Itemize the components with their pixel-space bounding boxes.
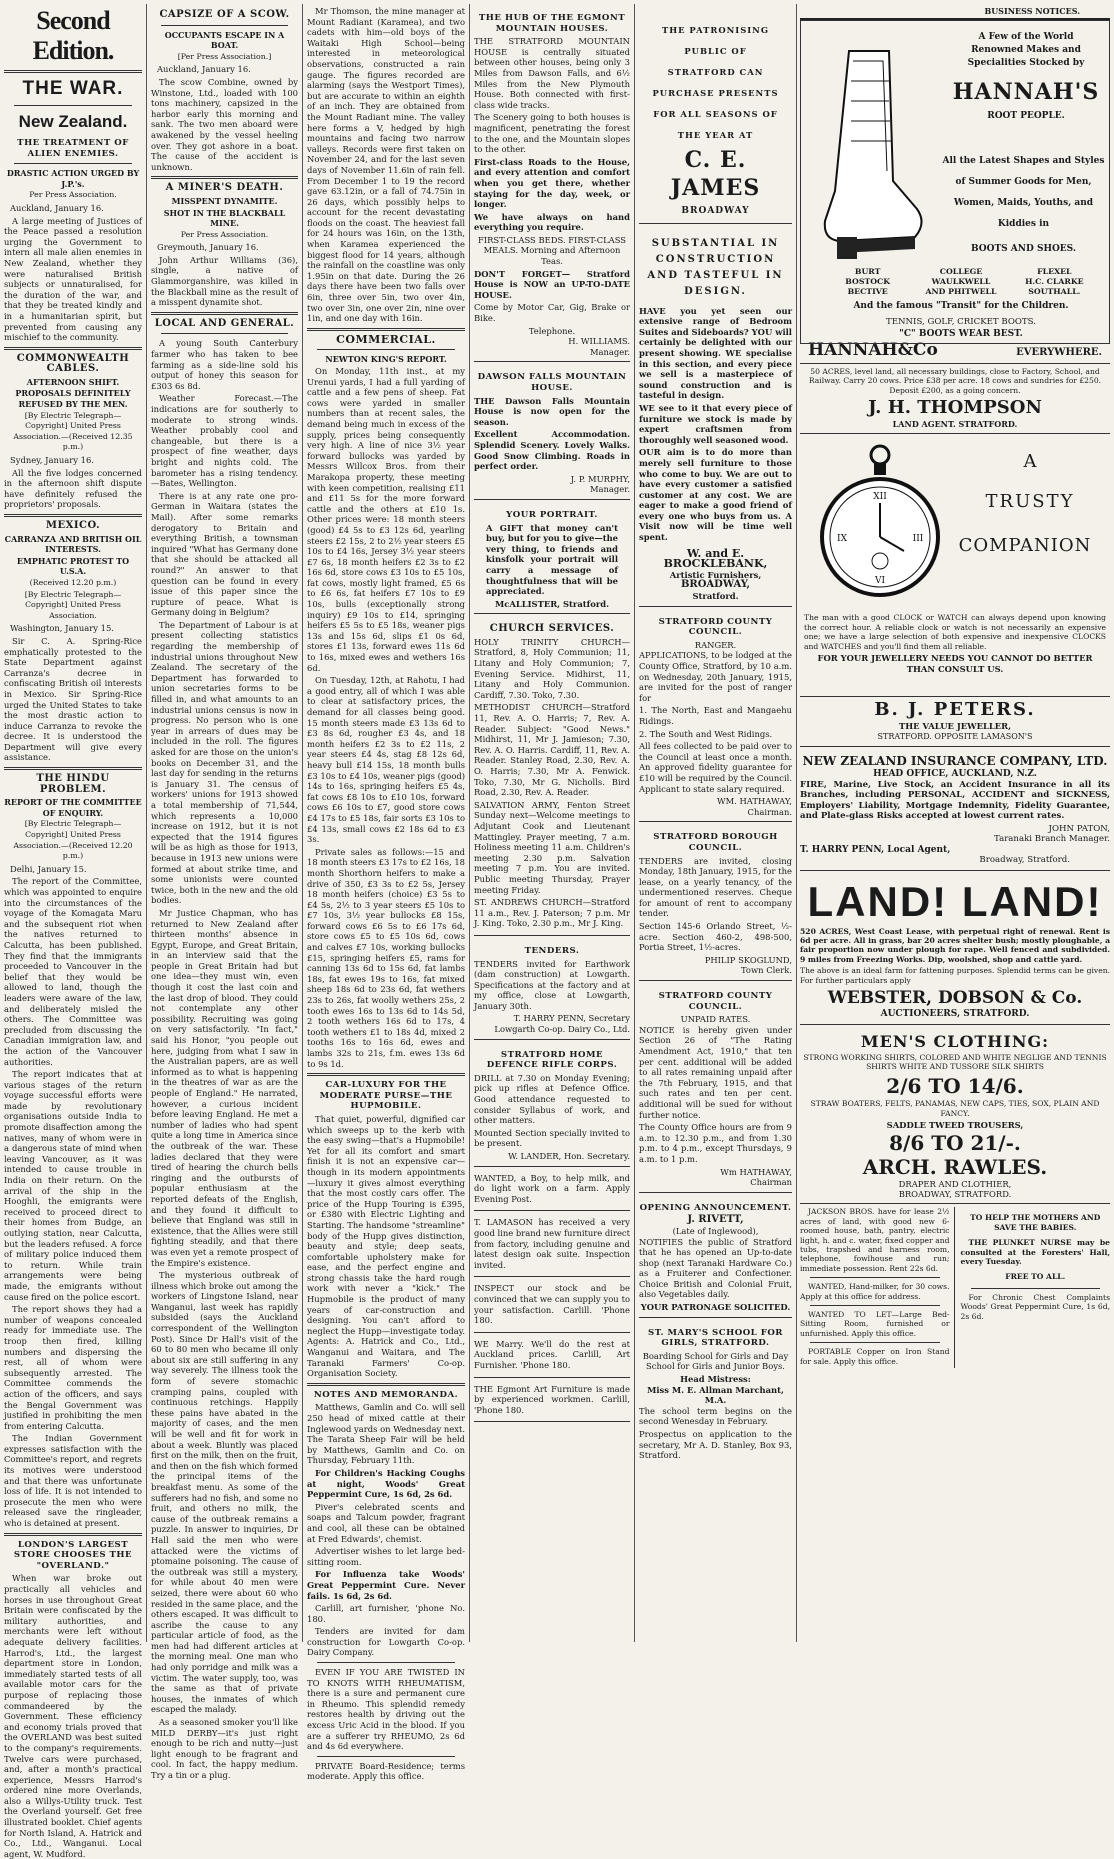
article-text: All the five lodges concerned in the afternoon shift dispute have definitely refused the proprietors' proposals. bbox=[4, 467, 142, 510]
ad-text: PORTABLE Copper on Iron Stand for sale. Apply this office. bbox=[800, 1347, 950, 1366]
dateline: Delhi, January 15. bbox=[10, 863, 87, 874]
ad-hannahs bbox=[800, 20, 1110, 344]
headline: CAR-LUXURY FOR THE MODERATE PURSE—THE HUPMOBILE. bbox=[319, 1080, 453, 1112]
ad-text: THE Egmont Art Furniture is made by experienced workmen. Carlill, 'Phone 180. bbox=[474, 1383, 630, 1415]
divider bbox=[4, 70, 142, 73]
column-rule bbox=[302, 4, 303, 1642]
ad-nz-insurance bbox=[800, 750, 1110, 870]
ad-heading: STRATFORD COUNTY COUNCIL. bbox=[658, 616, 773, 638]
ad-business-name: HANNAH&Co bbox=[808, 340, 938, 361]
brand-name: SOUTHALL. bbox=[1028, 287, 1081, 297]
credit: Per Press Association. bbox=[180, 229, 269, 239]
ad-text: NOTIFIES the public of Stratford that he has opened an Up-to-date shop (next Taranaki Hardware Co.) as a Fruiterer and Confectioner. Choice British and Colonial Fruit, also Vegetables daily. bbox=[639, 1236, 792, 1300]
column-rule bbox=[796, 4, 797, 1642]
ad-subheading: HEAD OFFICE, AUCKLAND, N.Z. bbox=[873, 769, 1037, 780]
ad-signature: T. HARRY PENN, Local Agent, bbox=[800, 844, 951, 855]
article-text: Weather Forecast.—The indications are for southerly to moderate to strong winds. Weather probably cool and changeable, but there is a prospect of fine weather, days bright and nights cold. The barometer has a rising tendency.—Bates, Wellington. bbox=[151, 393, 298, 489]
article-text: A large meeting of Justices of the Peace passed a resolution urging the Government to intern all male alien enemies in New Zealand, whether they were naturalised British subjects or unnaturalised, for the duration of the war, and that they be treated kindly and in a humanitarian spirit, but prevented from causing any mischief to the community. bbox=[4, 215, 142, 343]
ad-address: Stratford. bbox=[692, 591, 739, 602]
divider bbox=[161, 333, 288, 334]
brand-name: BECTIVE bbox=[847, 287, 888, 297]
article-text: The report shows they had a number of weapons concealed ready for immediate use. The troop then fired, killing numbers and dispersing the rest, all of whom were subsequently arrested. The Committee commends the action of the officers, and says the Bengal Government was justified in prohibiting the men from entering Calcutta. bbox=[4, 1304, 142, 1431]
ad-price: 2/6 TO 14/6. bbox=[886, 1074, 1024, 1099]
small-ads-left bbox=[800, 1207, 955, 1368]
boot-illustration bbox=[809, 41, 929, 271]
ad-ce-james bbox=[639, 6, 792, 224]
ad-text: FIRST-CLASS BEDS. FIRST-CLASS MEALS. Morning and Afternoon Teas. bbox=[477, 234, 627, 267]
ad-address: BROADWAY bbox=[681, 206, 750, 216]
ad-text: 1. The North, East and Mangaehu Ridings. bbox=[639, 705, 792, 726]
article-text: Matthews, Gamlin and Co. will sell 250 head of mixed cattle at their Inglewood yards on Wednesday next. The Tarata Sheep Fair will be held by Matthews, Gamlin and Co. on Thursday, February 11th. bbox=[307, 1402, 465, 1466]
divider bbox=[4, 347, 142, 350]
column-3 bbox=[307, 6, 465, 1782]
article-text: The mysterious outbreak of illness which broke out among the workers of Lingstone Island, near Wanganui, last week has rapidly subsided (says the Auckland correspondent of the Wellington Post). Since Dr Hall's visit of the 60 to 80 men who became ill only about six are still suffering in any way severely. The illness took the form of severe stomachic cramping pains, coupled with continuous retchings. Happily these pains have abated in the majority of cases, and the men will be well and fit for work in about a week. Bluntly was placed first on the milk, then on the fruit, and then on the fish which formed the principal items of the breakfast menu. As some of the sufferers had no fish, and some no fruit, and others no milk, the cause of the outbreak remains a puzzle. In answer to inquiries, Dr Hall said the men who were attacked were the victims of ptomaine poisoning. The cause of the outbreak was still a mystery, for while about 40 men were seized, there were about 60 who resided in the same place, and the others escaped. It was difficult to ascribe the cause to any particular article of food, as the men had had different articles at the morning meal. One man who had only porridge and milk was a victim. The water supply, too, was the same as that of private houses, the inmates of which escaped the malady. bbox=[151, 1270, 298, 1715]
subheadline: MISSPENT DYNAMITE. bbox=[171, 195, 278, 206]
ad-text: "C" BOOTS WEAR BEST. bbox=[899, 329, 1023, 340]
ad-business-name: HANNAH'S bbox=[952, 79, 1100, 106]
headline: THE TREATMENT OF ALIEN ENEMIES. bbox=[17, 138, 129, 159]
column-2 bbox=[151, 6, 298, 1780]
ad-heading: ST. MARY'S SCHOOL FOR GIRLS, STRATFORD. bbox=[648, 1327, 783, 1349]
article-text: PRIVATE Board-Residence; terms moderate. Apply this office. bbox=[307, 1760, 465, 1782]
ad-text: TENDERS are invited, closing Monday, 18th January, 1915, for the lease, on a yearly tenancy, of the undermentioned reserves. Cheque for amount of rent to accompany tender. bbox=[639, 855, 792, 919]
ad-subheading: (Late of Inglewood), bbox=[672, 1225, 759, 1236]
divider bbox=[810, 1305, 940, 1306]
credit: [By Electric Telegraph—Copyright] United Press Association.—(Received 12.35 p.m.) bbox=[13, 410, 133, 452]
ad-text: EVERYWHERE. bbox=[1016, 347, 1102, 359]
column-5 bbox=[639, 6, 792, 1642]
pocket-watch-illustration bbox=[820, 441, 940, 611]
ad-signature: Manager. bbox=[589, 346, 630, 357]
ad-signature: JOHN PATON, bbox=[1048, 824, 1110, 835]
brand-name: FLEXEL bbox=[1037, 267, 1072, 277]
ad-text: WANTED, a Boy, to help milk, and do light work on a farm. Apply Evening Post. bbox=[474, 1172, 630, 1204]
ad-signature: Broadway, Stratford. bbox=[979, 855, 1070, 866]
divider bbox=[317, 1756, 455, 1757]
article-text: For Influenza take Woods' Great Peppermint Cure. Never fails. 1s 6d, 2s 6d. bbox=[307, 1569, 465, 1601]
article-text: That quiet, powerful, dignified car which sweeps up to the kerb with the easy swing—that's a Hupmobile! Yet for all its comfort and smart finish it is not an expensive car—though in its modern appointments—luxury it gives almost everything that the most costly cars offer. The price of the Hupp Touring is £395, or £380 with Electric Lighting and Starting. The handsome "streamline" body of the Hupp gives distinction, beauty and style; deep seats, comfortable upholstery make for ease, and the perfect engine and strong chassis take the hard rough work with never a "kick." The Hupmobile is the product of many years of car-construction and designing. You can't afford to neglect the Hupp—investigate today. Agents: A. Hatrick and Co., Ltd., Wanganui and Waitara, and The Taranaki Farmers' Co-op. Organisation Society. bbox=[307, 1113, 465, 1379]
ad-text: All fees collected to be paid over to the Council at least once a month. An approved fidelity guarantee for £10 will be required by the Council. Applicant to state salary required. bbox=[639, 741, 792, 794]
ad-subheading: RANGER. bbox=[694, 639, 737, 650]
article-text: Mr Thomson, the mine manager at Mount Radiant (Karamea), and two cadets with him—old boys of the Waitaki High School—being interested in meteorological observations, constructed a rain gauge. The figures recorded are alarming (says the Westport Times), but are accurate to within an eighth of an inch. They are obtained from the Mount Radiant mine. The valley here forms a V, hedged by high mountains and facing two narrow valleys. Records were first taken on November 24, and for the last seven days of November 11.6in of rain fell. From December 1 to 19 the record gave 63.12in, or a fall of 74.75in in 26 days, which possibly helps to account for the recent devastating floods on the coast. The heaviest fall for 24 hours was 16in, on the 13th, when Karamea experienced the biggest flood for 14 years, although the rainfall on the coastline was only 1.95in on that date. During the 26 days there have been two falls over 6in, three over 5in, two over 4in, two over 3in, one over 2in, nine over 1in, and one day with 16in. bbox=[307, 6, 465, 324]
ad-signature: PHILIP SKOGLUND, bbox=[704, 954, 792, 965]
article-text: When war broke out practically all vehicles and horses in use throughout Great Britain were confiscated by the military authorities, and merchants were left without adequate delivery facilities. Harrod's, Ltd., the largest department store in London, immediately started tests of all available motor cars for the purpose of replacing those commandeered by the Government. These efficiency and economy trials proved that the OVERLAND was best suited to the company's requirements. Twelve cars were purchased, and, after a month's practical experience, Messrs Harrod's ordered nine more Overlands, also a Willys-Utility truck. Test the Overland yourself. Get free illustrated booklet. Chief agents for North Island, A. Hatrick and Co., Ltd., Wanganui. Local agent, W. Mudford. bbox=[4, 1573, 142, 1859]
ad-text: Telephone. bbox=[528, 325, 576, 336]
ad-heading: STRATFORD BOROUGH COUNCIL. bbox=[653, 832, 778, 853]
ad-text: COMPANION bbox=[958, 535, 1092, 557]
divider bbox=[810, 1277, 940, 1278]
ad-text: WE see to it that every piece of furniture we stock is made by expert craftsmen from thoroughly well seasoned wood. bbox=[639, 402, 792, 445]
ad-text: THE STRATFORD MOUNTAIN HOUSE is centrally situated between other houses, being only 3 Miles from Dawson Falls, and 6½ Miles from the New Plymouth House. Both connected with first-class wide tracks. bbox=[474, 36, 630, 110]
ad-peters-name bbox=[800, 696, 1110, 747]
ad-text: 50 ACRES, level land, all necessary buildings, close to Factory, School, and Railway. Carry 20 cows. Price £38 per acre. 18 cows and sundries for £250. Deposit £200, as a going concern. bbox=[808, 366, 1102, 395]
ad-subheading: LAND AGENT. STRATFORD. bbox=[892, 419, 1018, 430]
business-notices-heading: BUSINESS NOTICES. bbox=[984, 6, 1080, 16]
ad-business-name: WEBSTER, DOBSON & Co. bbox=[827, 988, 1083, 1009]
ad-text: All the Latest Shapes and Styles of Summer Goods for Men, Women, Maids, Youths, and Kiddies in bbox=[942, 156, 1105, 230]
ad-signature: J. P. MURPHY, bbox=[570, 473, 630, 484]
ad-signature: Chairman bbox=[750, 1177, 792, 1188]
ad-signature: McALLISTER, Stratford. bbox=[494, 598, 609, 609]
ad-heading: TO HELP THE MOTHERS AND SAVE THE BABIES. bbox=[970, 1213, 1101, 1232]
ad-rawles bbox=[800, 1028, 1110, 1205]
headline: LONDON'S LARGEST STORE CHOOSES THE "OVERLAND." bbox=[13, 1539, 133, 1571]
ad-text: For Chronic Chest Complaints Woods' Great Peppermint Cure, 1s 6d, 2s 6d. bbox=[960, 1292, 1110, 1321]
ad-heading: STRATFORD HOME DEFENCE RIFLE CORPS. bbox=[486, 1049, 618, 1071]
ad-tenders bbox=[474, 939, 630, 1040]
ad-text: WANTED TO LET—Large Bed-Sitting Room, furnished or unfurnished. Apply this office. bbox=[800, 1310, 950, 1338]
divider bbox=[4, 1533, 142, 1536]
ad-text: The Scenery going to both houses is magnificent, penetrating the forest to the one, and the Mountain slopes to the other. bbox=[474, 112, 630, 155]
ad-text: STRAW BOATERS, FELTS, PANAMAS, NEW CAPS, TIES, SOX, PLAIN AND FANCY. bbox=[810, 1099, 1100, 1118]
subheadline: EMPHATIC PROTEST TO U.S.A. bbox=[16, 555, 130, 577]
brand-name: BURT bbox=[854, 267, 881, 277]
ad-address: STRATFORD. OPPOSITE LAMASON'S bbox=[877, 731, 1033, 741]
headline: CAPSIZE OF A SCOW. bbox=[159, 9, 290, 20]
ad-text: HOLY TRINITY CHURCH—Stratford, 8, Holy Communion; 11, Litany and Holy Communion; 7, Evening Service. Midhirst, 11, Litany and Holy Communion. Cardiff, 7.30. Toko, 7.30. bbox=[474, 636, 630, 700]
svg-text:III: III bbox=[912, 534, 924, 545]
divider bbox=[971, 1288, 1101, 1289]
divider bbox=[151, 176, 298, 179]
ad-carlill bbox=[474, 1381, 630, 1423]
ad-text: THE PATRONISING PUBLIC OF STRATFORD CAN PURCHASE PRESENTS FOR ALL SEASONS OF THE YEAR AT bbox=[652, 25, 779, 140]
article-text: Carlill, art furnisher, 'phone No. 180. bbox=[307, 1603, 465, 1624]
headline: COMMERCIAL. bbox=[336, 332, 436, 346]
article-text: There is at any rate one pro-German in Waitara (states the Mail). After some remarks derogatory to Britain and everything British, a townsman inquired "What has Germany done that she should be attacked all round?" An answer to that question can be found in every issue of this paper since the rupture of peace. What is Germany doing in Belgium? bbox=[151, 490, 298, 618]
divider bbox=[14, 105, 132, 106]
ad-carlill bbox=[474, 1280, 630, 1332]
column-4 bbox=[474, 6, 630, 1642]
ad-text: SALVATION ARMY, Fenton Street Sunday next—Welcome meetings to Adjutant Cook and Lieutenant Mattingley. Prayer meeting, 7 a.m. Holiness meeting 11 a.m. Children's meeting 2.30 p.m. Salvation meeting 7 p.m. You are invited. Public meeting Thursday, Prayer meeting Friday. bbox=[474, 799, 630, 895]
article-text: The scow Combine, owned by Winstone, Ltd., loaded with 100 tons machinery, capsized in the harbor early this morning and sank. The two men aboard were awakened by the vessel heeling over. They got ashore in a boat. The cause of the accident is unknown. bbox=[151, 76, 298, 172]
ad-text: NOTICE is hereby given under Section 26 of "The Rating Amendment Act, 1910," that ten per cent. additional will be added to all rates remaining unpaid after the 7th February, 1915, and that such rates and ten per cent. additional will be sued for without further notice. bbox=[639, 1024, 792, 1120]
article-text: The report indicates that at various stages of the return voyage successful efforts were made by revolutionary organisations outside India to promote disaffection among the natives, many of whom were in a dangerous state of mind when leaving Vancouver, as it was intended to cause trouble in India on their return. On the arrival of the ship in the Hooghli, the emigrants were received to proceed direct to their homes from Budge, an outlying station, near Calcutta, but the leaders refused. A force of military police induced them to return. While train arrangements were being made, the emigrants without cause fired on the police escort. bbox=[4, 1069, 142, 1302]
divider bbox=[317, 1662, 455, 1663]
article-text: EVEN IF YOU ARE TWISTED IN TO KNOTS WITH RHEUMATISM, there is a sure and permanent cure in Rheumo. This splendid remedy restores health by driving out the excess Uric Acid in the blood. If you are a sufferer try RHEUMO, 2s 6d and 4s 6d everywhere. bbox=[307, 1667, 465, 1752]
svg-text:VI: VI bbox=[874, 576, 886, 587]
divider bbox=[14, 163, 132, 164]
ad-text: STRONG WORKING SHIRTS, COLORED AND WHITE NEGLIGE AND TENNIS SHIRTS WHITE AND TUSSORE SILK SHIRTS bbox=[803, 1052, 1107, 1071]
ad-business-name: NEW ZEALAND INSURANCE COMPANY, LTD. bbox=[802, 754, 1108, 769]
divider bbox=[161, 25, 288, 26]
article-text: Private sales as follows:—15 and 18 month steers £3 17s to £2 16s, 18 month Shorthorn heifers to make a drive of 350, £3 3s to £2 5s, Jersey 18 month heifers (choice) £3 5s to £4 5s, 2½ to 3 year steers £5 10s to £7 10s, 3½ year bullocks £8 15s, forward cows £6 5s to £6 17s 6d, store cows £5 to £5 10s 6d, cows and calves £7 10s, working bullocks £15, springing heifers £5, rams for canning 13s 6d to 15s 6d, fat lambs 18s, fat ewes 19s to 16s, fat mixed sheep 18s 6d to 23s 6d, fat wethers 23s to 26s, fat woolly wethers 25s, 2 tooth ewes 16s to 13s 6d to 14s 5d, 2 tooth wethers 16s 6d to 17s, 4 tooth wethers £1 to 18s 4d, mixed 2 tooths 16s to 16s 6d, ewes and lambs 32s to 21s, f.m. ewes 13s 6d to 9s 1d. bbox=[307, 846, 465, 1069]
divider bbox=[4, 514, 142, 517]
ad-text: A GIFT that money can't buy, but for you to give—the very thing, to friends and kinsfolk your portrait will carry a message of thoughtfulness that will be appreciated. bbox=[486, 522, 618, 597]
ad-brocklebank bbox=[639, 227, 792, 607]
ad-text: A bbox=[1023, 451, 1037, 473]
headline: A MINER'S DEATH. bbox=[165, 182, 284, 194]
ad-subheading: UNPAID RATES. bbox=[680, 1014, 751, 1025]
ad-text: APPLICATIONS, to be lodged at the County Office, Stratford, by 10 a.m. on Wednesday, 20th January, 1915, are invited for the post of ranger for bbox=[639, 650, 792, 703]
ad-text: Section 145-6 Orlando Street, ½-acre. Section 460-2, 498-500, Portia Street, 1½-acres. bbox=[639, 921, 792, 953]
credit: [By Electric Telegraph—Copyright] United Press Association. bbox=[24, 589, 122, 620]
ad-business-name: J. H. THOMPSON bbox=[868, 397, 1042, 419]
article-text: The Indian Government expresses satisfaction with the Committee's report, and regrets its motives were understood and that there was unfortunate loss of life. It is not intended to prosecute the men who were released save the ringleader, who is detained at present. bbox=[4, 1433, 142, 1529]
small-ads bbox=[800, 1207, 1110, 1368]
ad-text: T. LAMASON has received a very good line brand new furniture direct from factory, including genuine and latest design oak suite. Inspection invited. bbox=[474, 1217, 630, 1270]
article-text: As a seasoned smoker you'll like MILD DERBY—it's just right enough to be rich and nutty—just light enough to be fragrant and cool. In fact, the happy medium. Try a tin or a plug. bbox=[151, 1717, 298, 1780]
ad-business-name: J. RIVETT, bbox=[687, 1214, 744, 1226]
ad-text: Artistic Furnishers, bbox=[669, 569, 762, 580]
brand-name: H.C. CLARKE bbox=[1025, 277, 1084, 287]
war-heading: THE WAR. bbox=[22, 78, 124, 99]
column-rule bbox=[146, 4, 147, 1642]
subheadline: PROPOSALS DEFINITELY REFUSED BY THE MEN. bbox=[15, 388, 131, 410]
ad-unpaid-rates bbox=[639, 984, 792, 1193]
ad-mountain-house bbox=[474, 6, 630, 362]
ad-text: Head Mistress: bbox=[680, 1374, 751, 1385]
ad-signature: W. LANDER, Hon. Secretary. bbox=[508, 1151, 630, 1161]
ad-dawson-falls bbox=[474, 365, 630, 500]
ad-text: Miss M. E. Allman Marchant, M.A. bbox=[647, 1384, 784, 1406]
ad-heading: YOUR PORTRAIT. bbox=[506, 509, 598, 520]
subheadline: AFTERNOON SHIFT. bbox=[26, 376, 120, 387]
divider bbox=[810, 1342, 940, 1343]
credit: (Received 12.20 p.m.) bbox=[29, 577, 117, 587]
ad-signature: Manager. bbox=[589, 484, 630, 495]
credit: [Per Press Association.] bbox=[177, 51, 272, 61]
ad-heading: CHURCH SERVICES. bbox=[489, 623, 615, 635]
divider bbox=[317, 349, 455, 350]
ad-land-land bbox=[800, 874, 1110, 1025]
ad-text: HAVE you yet seen our extensive range of Bedroom Suites and Sideboards? YOU will certainly be delighted with our present showing. WE specialise in this section, and every piece we sell is a masterpiece of sound construction and is tasteful in design. bbox=[639, 305, 792, 401]
article-text: The Department of Labour is at present collecting statistics regarding the membership of industrial unions throughout New Zealand. The secretary of the Department has forwarded to union secretaries forms to be filled in, and what amounts to an industrial unions census is now in progress. No person who is one year in arrears of dues may be included in the roll. The figures asked for are those on the union's books on December 31, and the last day for sending in the returns is January 31. The census of workers' unions for 1913 showed a total membership of 71,544, which represents a 10,000 increase on 1912, but it is not expected that the 1914 figures will be as high as those for 1913, because in 1913 new unions were formed at about strike time, and some unionists were counted twice, both in the new and the old bodies. bbox=[151, 619, 298, 906]
ad-signature: Chairman. bbox=[747, 806, 792, 817]
ad-text: THE Dawson Falls Mountain House is now open for the season. bbox=[474, 395, 630, 427]
article-text: John Arthur Williams (36), single, a native of Glammorganshire, was killed in the Blackball mine as the result of a misspent dynamite shot. bbox=[151, 254, 298, 308]
brand-name: AND PHITWELL bbox=[925, 287, 997, 297]
ad-text: Boarding School for Girls and Day School for Girls and Junior Boys. bbox=[642, 1350, 789, 1372]
ad-text: TENDERS invited for Earthwork (dam construction) at Lowgarth. Specifications at the factory and at my office, close at Lowgarth, January 30th. bbox=[474, 958, 630, 1011]
ad-text: Come by Motor Car, Gig, Brake or Bike. bbox=[474, 302, 630, 324]
article-text: Mr Justice Chapman, who has returned to New Zealand after thirteen months' absence in Egypt, Europe, and Great Britain, in an interview said that the people in Great Britain had but one idea—they must win, even though it cost the last coin and the last drop of blood. They could not contemplate any other possibility. Recruiting was going on very satisfactorily. "In fact," said his Honor, "you people out here, judging from what I saw in the Australian papers, are as well informed as to what is happening in the theatres of war as are the people of England." He narrated, however, a curious incident before leaving England. He met a number of ladies who had spent quite a long time in America since the outbreak of the war. These ladies declared that they were tired of hearing the church bells ringing and the outbursts of popular enthusiasm at the reported defeats of the English, and they found it difficult to believe that England was still in existence, that the Allies were still fighting steadily, and that there was even yet a remote prospect of the Empire's existence. bbox=[151, 907, 298, 1268]
column-rule bbox=[469, 4, 470, 1642]
ad-text: 520 ACRES, West Coast Lease, with perpetual right of renewal. Rent is 6d per acre. All in grass, bar 20 acres shelter bush; mostly ploughable, a fair proportion now under plough for rape. Well fenced and subdivided. 9 miles from Freezing Works. Dip, woolshed, shop and cattle yard. bbox=[800, 926, 1110, 964]
ad-subheading: THE VALUE JEWELLER, bbox=[899, 721, 1011, 732]
ad-text: 2. The South and West Ridings. bbox=[639, 728, 773, 739]
hannah-banner bbox=[800, 340, 1110, 361]
ad-text: Prospectus on application to the secretary, Mr A. D. Stanley, Box 93, Stratford. bbox=[639, 1429, 792, 1461]
ad-text: INSPECT our stock and be convinced that we can supply you to your satisfaction. Carlill. 'Phone 180. bbox=[474, 1283, 630, 1326]
edition-title: Second Edition. bbox=[32, 6, 114, 65]
article-text: On Tuesday, 12th, at Rahotu, I had a good entry, all of which I was able to clear at satisfactory prices, the demand for all classes being good. 15 month steers made £3 13s 6d to £3 8s 6d, rougher £3 4s, and 18 month heifers £2 3s to £2 11s, 2 year steers £4 4s, stag £8 12s 6d, heavy bull £14 15s, 18 month bulls £3 10s to £4 10s, weaner pigs (good) 14s to 16s, springing heifers £5 4s, fat cows £8 10s to £10 10s, forward cows £6 10s to £7, good store cows £4 17s to £5 18s, fair sorts £3 10s to £4 13s, small cows £2 18s 6d to £3 3s. bbox=[307, 675, 465, 845]
dateline: Washington, January 15. bbox=[10, 623, 114, 634]
ad-text: THE PLUNKET NURSE may be consulted at the Foresters' Hall, every Tuesday. bbox=[960, 1238, 1110, 1266]
ad-text: YOUR PATRONAGE SOLICITED. bbox=[640, 1302, 791, 1313]
ad-heading: SUBSTANTIAL IN CONSTRUCTION AND TASTEFUL IN DESIGN. bbox=[647, 237, 784, 297]
ad-text: FIRE, Marine, Live Stock, an Accident Insurance in all its Branches, including PERSONAL, ACCIDENT and SICKNESS, Employers' Liability, Mortgage Indemnity, Fidelity Guarantee, and Plate-glass Risks accepted at lowest current rates. bbox=[800, 779, 1110, 822]
subheadline: SHOT IN THE BLACKBALL MINE. bbox=[163, 207, 286, 229]
subheadline: DRASTIC ACTION URGED BY J.P.'s. bbox=[6, 168, 140, 189]
ad-signature: Taranaki Branch Manager. bbox=[994, 834, 1110, 845]
ad-price: 8/6 TO 21/-. bbox=[889, 1130, 1021, 1155]
ad-text: METHODIST CHURCH—Stratford 11, Rev. A. O. Harris; 7, Rev. A. Reader. Subject: "Good News." Midhirst, 11, Mr J. Jamieson; 7.30, Rev. A. O. Harris. Cardiff, 11, Rev. A. Reader. Stanley Road, 2.30, Rev. A. O. Harris; 7.30, Mr A. Fenwick. Toko, 7.30, Mr G. Nicholls. Bird Road, 2.30, Rev. A. Reader. bbox=[474, 702, 630, 798]
subheadline: OCCUPANTS ESCAPE IN A BOAT. bbox=[164, 29, 285, 51]
ad-text: FOR YOUR JEWELLERY NEEDS YOU CANNOT DO BETTER THAN CONSULT US. bbox=[817, 653, 1093, 674]
article-text: On Monday, 11th inst., at my Urenui yards, I had a full yarding of cattle and a few pens of sheep. Fat cows were yarded in smaller numbers than at recent sales, the demand being much in excess of the supply, prices being consequently very high. A line of nice 3½ year forward bullocks was yarded by Messrs Willcox Bros. from their Marakopa property, these meeting with keen competition, realising £11 and £11 5s for the more forward cattle and the others at £10 1s. Other prices were: 18 month steers (good) £4 5s to £3 12s 6d, yearling steers £2 15s, 2 to 2½ year steers £5 10s to £4 16s, Jersey 3½ year steers £7 6s, 18 month heifers £2 3s to £2 16s 6d, store cows £3 10s to £5 10s, fat cows, mostly light framed, £5 6s to £6 6s, fat heifers £7 10s to £9 10s, bulls (exceptionally strong inquiry) £9 10s to £14, springing heifers £5 5s to £5 18s, weaner pigs 13s and 15s 6d, slips £1 0s 6d, stores £1 13s, forward ewes 11s 6d to 16s, mixed ewes and wethers 16s 6d. bbox=[307, 366, 465, 673]
ad-subheading: ROOT PEOPLE. bbox=[987, 111, 1065, 122]
ad-text: WE Marry. We'll do the rest at Auckland prices. Carlill, Art Furnisher. 'Phone 180. bbox=[474, 1338, 630, 1370]
ad-text: JACKSON BROS. have for lease 2½ acres of land, with good new 6-roomed house, bath, pantry, electric light, h. and c. water, fixed copper and tubs, trapshed and harness room, telephone, fowlhouse and run; immediate possession. Rent 22s 6d. bbox=[800, 1207, 950, 1273]
ad-text: The County Office hours are from 9 a.m. to 12.30 p.m., and from 1.30 p.m. to 4 p.m., except Thursdays, 9 a.m. to 1 p.m. bbox=[639, 1122, 792, 1164]
ad-heading: STRATFORD COUNTY COUNCIL. bbox=[658, 991, 773, 1012]
ad-text: ST. ANDREWS CHURCH—Stratford 11 a.m., Rev. J. Paterson; 7 p.m. Mr J. King. Toko, 2.30 p.m., Mr J. King. bbox=[474, 897, 630, 929]
ad-carlill bbox=[474, 1336, 630, 1378]
brand-list bbox=[821, 267, 1101, 297]
column-6 bbox=[800, 6, 1110, 1642]
ad-text: DRILL at 7.30 on Monday Evening; pick up rifles at Defence Office. Good attendance requested to consider Syllabus of work, and other matters. bbox=[474, 1072, 630, 1126]
divider bbox=[4, 767, 142, 770]
brand-name: WAULKWELL bbox=[931, 277, 991, 287]
ad-text: TENNIS, GOLF, CRICKET BOOTS. bbox=[886, 317, 1036, 328]
column-rule bbox=[634, 4, 635, 1642]
ad-wanted-boy bbox=[474, 1170, 630, 1212]
ad-borough-council bbox=[639, 825, 792, 981]
ad-rifle-corps bbox=[474, 1043, 630, 1167]
ad-county-ranger bbox=[639, 610, 792, 823]
dateline: Greymouth, January 16. bbox=[157, 242, 259, 253]
ad-text: The above is an ideal farm for fattening purposes. Splendid terms can be given. For further particulars apply bbox=[800, 966, 1110, 985]
headline: THE HINDU PROBLEM. bbox=[36, 773, 110, 795]
ad-text: WANTED, Hand-milker, for 30 cows. Apply at this office for address. bbox=[800, 1282, 950, 1301]
svg-text:XII: XII bbox=[873, 492, 887, 503]
article-text: The report of the Committee, which was appointed to enquire into the circumstances of the voyage of the Komagata Maru and the subsequent riot when the natives returned to Calcutta, has been published. They find that the immigrants proceeded to Vancouver in the belief that they would be allowed to land, though the leaders were aware of the law, and deliberately misled the others. The Committee was precluded from discussing the Canadian immigration law, and the action of the Vancouver authorities. bbox=[4, 876, 142, 1067]
headline: COMMONWEALTH CABLES. bbox=[16, 352, 130, 375]
subheadline: REPORT OF THE COMMITTEE OF ENQUIRY. bbox=[4, 797, 142, 818]
article-text: Advertiser wishes to let large bed-sitting room. bbox=[307, 1546, 465, 1567]
dateline: Auckland, January 16. bbox=[157, 64, 251, 75]
ad-heading: DAWSON FALLS MOUNTAIN HOUSE. bbox=[477, 372, 627, 393]
ad-text: Mounted Section specially invited to be present. bbox=[474, 1127, 630, 1149]
ad-peters bbox=[800, 437, 1110, 697]
small-ads-right bbox=[961, 1207, 1111, 1368]
ad-st-marys bbox=[639, 1321, 792, 1467]
headline: LOCAL AND GENERAL. bbox=[154, 317, 295, 329]
ad-business-name: LAND! LAND! bbox=[807, 877, 1103, 925]
subheadline: NEWTON KING'S REPORT. bbox=[325, 354, 447, 365]
headline: NOTES AND MEMORANDA. bbox=[313, 1389, 459, 1400]
ad-heading: TENDERS. bbox=[524, 945, 580, 956]
ad-text: The man with a good CLOCK or WATCH can always depend upon knowing the correct hour. A reliable clock or watch is not necessarily an expensive one; we have a large selection of both expensive and inexpensive CLOCKS and WATCHES and you'll find them all reliable. bbox=[804, 613, 1106, 651]
article-text: A young South Canterbury farmer who has taken to bee farming as a side-line sold his output of honey this season for £303 6s 8d. bbox=[151, 338, 298, 391]
ad-text: BOOTS AND SHOES. bbox=[971, 244, 1076, 255]
divider bbox=[307, 328, 465, 331]
article-text: For Children's Hacking Coughs at night, Woods' Great Peppermint Cure, 1s 6d, 2s 6d. bbox=[307, 1467, 465, 1500]
ad-lamason bbox=[474, 1214, 630, 1277]
headline: MEXICO. bbox=[45, 520, 101, 531]
subheadline: CARRANZA AND BRITISH OIL INTERESTS. bbox=[4, 533, 142, 555]
ad-text: DON'T FORGET— Stratford House is NOW an UP-TO-DATE HOUSE. bbox=[474, 268, 630, 300]
ad-rivett bbox=[639, 1196, 792, 1318]
ad-text: A Few of the World Renowned Makes and Specialities Stocked by bbox=[967, 32, 1085, 69]
ad-portrait bbox=[474, 503, 630, 614]
ad-text: Excellent Accommodation. Splendid Scenery. Lovely Walks. Good Snow Climbing. Roads in perfect order. bbox=[474, 429, 630, 472]
ad-text: We have always on hand everything you require. bbox=[474, 211, 630, 233]
ad-heading: OPENING ANNOUNCEMENT. bbox=[639, 1202, 792, 1213]
divider bbox=[307, 1073, 465, 1076]
ad-text: TRUSTY bbox=[985, 491, 1075, 513]
ad-signature: H. WILLIAMS. bbox=[568, 336, 630, 347]
ad-business-name: C. E. JAMES bbox=[670, 147, 761, 201]
ad-signature: Wm HATHAWAY, bbox=[720, 1166, 792, 1177]
ad-signature: WM. HATHAWAY, bbox=[716, 796, 792, 807]
divider bbox=[151, 312, 298, 315]
credit: Per Press Association. bbox=[29, 190, 117, 200]
ad-heading: THE HUB OF THE EGMONT MOUNTAIN HOUSES. bbox=[478, 13, 626, 34]
ad-address: BROADWAY, STRATFORD. bbox=[898, 1188, 1012, 1199]
ad-business-name: ARCH. RAWLES. bbox=[862, 1154, 1048, 1179]
dateline: Auckland, January 16. bbox=[10, 202, 104, 213]
brand-name: COLLEGE bbox=[939, 267, 983, 277]
article-text: Piver's celebrated scents and soaps and Talcum powder, fragrant and cool, all these can be obtained at Fred Edwards', chemist. bbox=[307, 1501, 465, 1544]
ad-business-name: MEN'S CLOTHING: bbox=[860, 1031, 1050, 1051]
ad-signature: Town Clerk. bbox=[741, 965, 792, 976]
ad-text: SADDLE TWEED TROUSERS, bbox=[886, 1120, 1024, 1131]
brand-name: BOSTOCK bbox=[845, 277, 891, 287]
credit: [By Electric Telegraph—Copyright] United Press Association.—(Received 12.20 p.m.) bbox=[13, 819, 133, 861]
ad-address: BROADWAY, bbox=[680, 579, 751, 591]
ad-text: The school term begins on the second Wenesday in February. bbox=[639, 1405, 792, 1427]
ad-subheading: AUCTIONEERS, STRATFORD. bbox=[880, 1009, 1030, 1020]
article-text: Sir C. A. Spring-Rice emphatically protested to the State Department against Carranza's decree in confiscating British oil interests in Mexico. Sir Spring-Rice urged the United States to take the most drastic action to induce Carranza to revoke the decree. It is understood the Department will give every assistance. bbox=[4, 635, 142, 763]
article-text: Tenders are invited for dam construction for Lowgarth Co-op. Dairy Company. bbox=[307, 1626, 465, 1658]
ad-church-services bbox=[474, 617, 630, 936]
ad-signature: T. HARRY PENN, Secretary Lowgarth Co-op. Dairy Co., Ltd. bbox=[494, 1013, 630, 1035]
ad-text: FREE TO ALL. bbox=[1005, 1272, 1066, 1282]
ad-business-name: B. J. PETERS. bbox=[874, 699, 1036, 721]
ad-text: First-class Roads to the House, and every attention and comfort when you get there, whether staying for the day, week, or longer. bbox=[474, 156, 630, 210]
ad-subheading: DRAPER AND CLOTHIER, bbox=[898, 1178, 1012, 1189]
ad-text: And the famous "Transit" for the Children. bbox=[853, 301, 1069, 312]
svg-text:IX: IX bbox=[837, 534, 847, 545]
ad-thompson bbox=[800, 364, 1110, 435]
column-1 bbox=[4, 6, 142, 1859]
nz-heading: New Zealand. bbox=[18, 112, 128, 131]
ad-business-name: W. and E. BROCKLEBANK, bbox=[663, 546, 768, 571]
ad-text: OUR aim is to do more than merely sell furniture to those who come to buy. We are out to have every customer a satisfied customer at any cost. We are eager to make a good friend of every one who buys from us. A Visit now will be time well spent. bbox=[639, 447, 792, 543]
divider bbox=[307, 1383, 465, 1386]
dateline: Sydney, January 16. bbox=[10, 455, 94, 466]
